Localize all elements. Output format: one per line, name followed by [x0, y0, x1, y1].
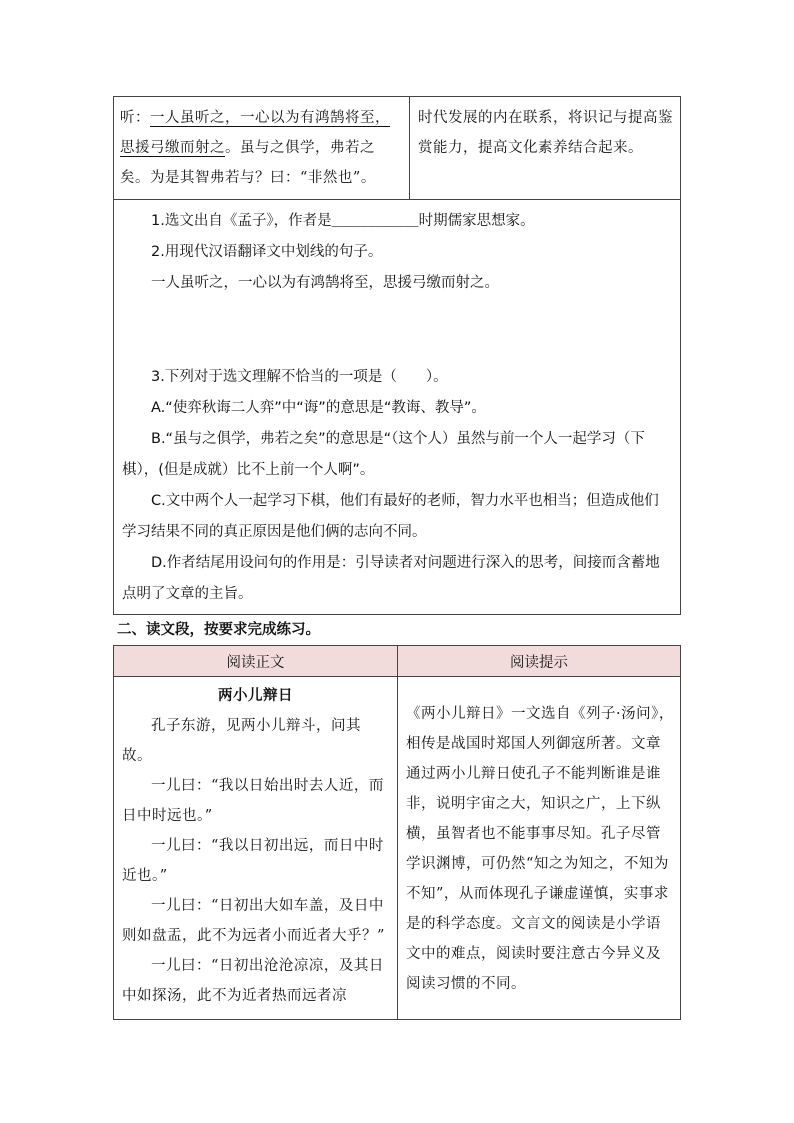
question-2-sentence: 一人虽听之，一心以为有鸿鹄将至，思援弓缴而射之。	[151, 275, 499, 291]
question-3: 3.下列对于选文理解不恰当的一项是（ ）。	[151, 369, 448, 385]
header-reading-tip: 阅读提示	[398, 646, 681, 677]
passage-text-cell	[114, 97, 410, 200]
question-2: 2.用现代汉语翻译文中划线的句子。	[151, 244, 383, 260]
reading-table	[113, 645, 681, 1020]
passage-text-pre: 听：	[120, 110, 150, 126]
article-paragraph: 一儿曰：“日初出沧沧凉凉，及其日中如探汤，此不为近者热而远者凉	[122, 958, 384, 1004]
article-title: 两小儿辩日	[218, 688, 293, 704]
passage-tip-cell	[410, 97, 681, 200]
option-d: D.作者结尾用设问句的作用是：引导读者对问题进行深入的思考，间接而含蓄地点明了文章的主旨。	[122, 555, 660, 602]
underlined-sentence: 一人虽听之，一心以为有鸿鹄将至，思援弓缴而射之	[120, 110, 390, 156]
passage-text-post: 。虽与之俱学，弗若之矣。为是其智弗若与？曰：“非然也”。	[120, 140, 376, 186]
article-paragraph: 一儿曰：“日初出大如车盖，及日中则如盘盂，此不为远者小而近者大乎？”	[122, 898, 385, 944]
article-cell	[114, 677, 398, 1020]
article-paragraph: 孔子东游，见两小儿辩斗，问其故。	[122, 718, 361, 764]
answer-space[interactable]	[122, 299, 672, 362]
passage-tip-text: 时代发展的内在联系，将识记与提高鉴赏能力，提高文化素养结合起来。	[418, 110, 673, 156]
article-paragraph: 一儿曰：“我以日初出远，而日中时近也。”	[122, 838, 384, 884]
questions-cell	[114, 200, 681, 615]
reading-tip-text: 《两小儿辩日》一文选自《列子·汤问》，相传是战国时郑国人列御寇所著。文章通过两小儿辩日使孔子不能判断谁是谁非，说明宇宙之大，知识之广，上下纵横，虽智者也不能事事尽知。孔子尽管学识渊博，可仍然“知之为知之，不知为不知”，从而体现孔子谦虚谨慎，实事求是的科学态度。文言文的阅读是小学语文中的难点，阅读时要注意古今异义及阅读习惯的不同。	[406, 706, 674, 992]
option-c: C.文中两个人一起学习下棋，他们有最好的老师，智力水平也相当；但造成他们学习结果不同的真正原因是他们俩的志向不同。	[122, 493, 659, 540]
option-b: B.“虽与之俱学，弗若之矣”的意思是“（这个人）虽然与前一个人一起学习（下棋），(但是成就）比不上前一个人啊”。	[122, 431, 645, 478]
section-2-title: 二、读文段，按要求完成练习。	[117, 622, 320, 638]
tip-cell	[398, 677, 681, 1020]
option-a: A.“使弈秋诲二人弈”中“诲”的意思是“教诲、教导”。	[151, 400, 486, 416]
passage-table	[113, 96, 681, 615]
worksheet	[113, 96, 681, 1020]
article-paragraph: 一儿曰：“我以日始出时去人近，而日中时远也。”	[122, 778, 384, 824]
question-1: 1.选文出自《孟子》，作者是＿＿＿＿＿＿时期儒家思想家。	[151, 213, 535, 229]
header-reading-text: 阅读正文	[114, 646, 398, 677]
